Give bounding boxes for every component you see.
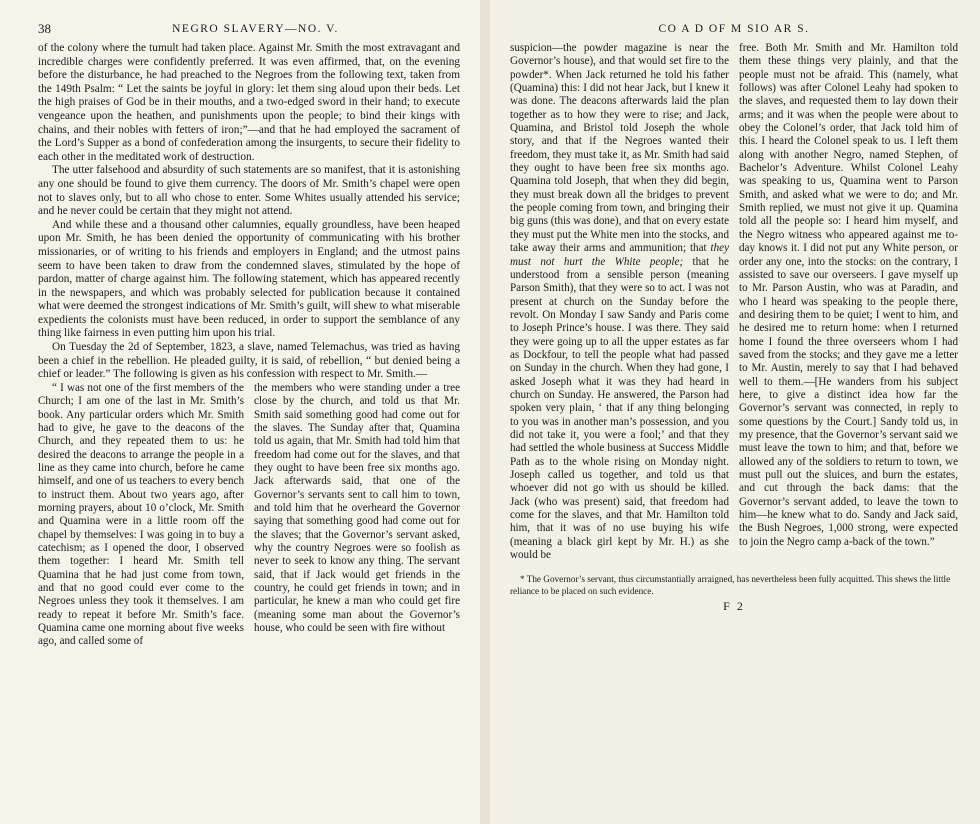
confession-column-b: the members who were standing under a tree close by the church, and told us that Mr. Smith said something good had come out for the slaves. The Sunday after that, Quamina told us again, that Mr. Smith had told him that freedom had come out for the slaves, and that they ought to have been free six months ago. Jack afterwards said, that one of the Governor’s servants sent to call him to town, and told him that he overheard the Governor saying that something good had come out for the slaves; that the Governor’s servant asked, why the country Negroes were so foolish as never to seek to know any thing. The servant said, that if Jack would get friends in the country, he could get friends in town; and in particular, he knew a man who could get fire (meaning some man about the Governor’s house, who could be seen with fire without bbox=[254, 381, 460, 635]
book-gutter bbox=[480, 0, 490, 824]
paragraph: The utter falsehood and absurdity of such statements are so manifest, that it is astonishing any one should be found to give them currency. The doors of Mr. Smith’s chapel were open not to slaves only, but to all who chose to enter. Some Whites usually attended his service; and he never could be certain that they might not attend. bbox=[38, 164, 460, 218]
confession-columns-right bbox=[510, 42, 958, 562]
paragraph: of the colony where the tumult had taken place. Against Mr. Smith the most extravagant and incredible charges were confidently preferred. It was even affirmed, that, on the evening before the disturbance, he had preached to the Negroes from the following text, taken from the 149th Psalm: “ Let the saints be joyful in glory: let them sing aloud upon their beds. Let the high praises of God be in their mouths, and a two-edged sword in their hand; to execute vengeance upon the heathen, and punishments upon the people; to bind their kings with chains, and their nobles with fetters of iron;”—and that he had employed the sacrament of the Lord’s Supper as a bond of confederation among the insurgents, to secure their fidelity to each other in the meditated work of destruction. bbox=[38, 42, 460, 163]
right-page bbox=[490, 0, 980, 824]
column-c-text: suspicion—the powder magazine is near the Governor’s house), and that would set fire to the powder*. When Jack returned he told his father (Quamina) this: I did not hear Jack, but I knew it was done. The deacons afterwards laid the plan together as to how they were to rise; and Jack, Quamina, and Bristol told Joseph the whole story, and that if the Negroes wanted their freedom, they must take it, as Mr. Smith had said they ought to have been free six months ago. Quamina told Joseph, that when they did begin, they must break down all the bridges to prevent the people coming from town, and bringing their big guns (this was done), and that on every estate they must put the White men into the stocks, and take away their arms and ammunition; that bbox=[510, 42, 729, 255]
confession-column-a: “ I was not one of the first members of the Church; I am one of the last in Mr. Smith’s book. Any particular orders which Mr. Smith had to give, he gave to the deacons of the Church, and they repeated them to us: he desired the deacons to arrange the people in a line as they came into church, before he came himself, and one of us teachers to every bench to instruct them. About two years ago, after morning prayers, about 10 o’clock, Mr. Smith and Quamina were in a little room off the chapel by themselves: I was going in to buy a catechism; as I opened the door, I observed them together: I heard Mr. Smith tell Quamina that he had just come from town, and that no good could ever come to the Negroes unless they took it themselves. I am ready to repeat it before Mr. Smith’s face. Quamina came one morning about five weeks ago, and called some of bbox=[38, 381, 244, 648]
page-number: 38 bbox=[38, 21, 51, 36]
paragraph: And while these and a thousand other calumnies, equally groundless, have been heaped upon Mr. Smith, he has been denied the opportunity of communicating with his brother missionaries, or of writing to his friends and employers in England; and the utmost pains seem to have been taken to draw from the condemned slaves, stimulated by the hope of pardon, matter of charge against him. The following statement, which has appeared recently in the newspapers, and which was probably selected for publication because it contained what were deemed the strongest indications of Mr. Smith’s guilt, will shew to what miserable expedients the colonists must have been reduced, in order to support the semblance of any thing like fairness in even putting him upon his trial. bbox=[38, 218, 460, 340]
column-c-text-cont: that he understood from a sensible person (meaning Parson Smith), that they were so to act. I was not present at church on the Sunday before the revolt. On Monday I saw Sandy and Paris come to Joseph Prince’s house. I was there. They said they were going up to all the upper estates as far as Dockfour, to tell the people what had passed on Sunday in the church. When they had gone, I asked Joseph what it was they had heard in church on Sunday. He answered, the Parson had spoken very plain, ‘ that if any thing belonging to you was in another man’s possession, and you did not take it, you were a fool;’ and that they had settled the whole business at Success Middle Path as to the whole rising on Monday night. Joseph called us together, and told us that whoever did not go with us should be killed. Jack (who was present) said, that freedom had come for the slaves, and that Mr. Hamilton told him, that it was of no use buying his wife (meaning a black girl kept by Mr. H.) as she would be bbox=[510, 255, 729, 562]
left-page bbox=[0, 0, 480, 824]
signature-mark: F 2 bbox=[723, 599, 745, 614]
right-running-head bbox=[510, 22, 958, 36]
italic-phrase: they must not hurt the White people; bbox=[510, 242, 729, 268]
footnote: * The Governor’s servant, thus circumstantially arraigned, has nevertheless been fully acquitted. This shews the little reliance to be placed on such evidence. bbox=[510, 574, 951, 596]
intro-text bbox=[38, 42, 460, 382]
left-running-head bbox=[38, 22, 460, 36]
running-head-title: NEGRO SLAVERY—NO. V. bbox=[172, 23, 339, 35]
running-head-title: CO A D OF M SIO AR S. bbox=[658, 23, 810, 35]
confession-column-c bbox=[510, 42, 729, 562]
confession-column-d: free. Both Mr. Smith and Mr. Hamilton told them these things very plainly, and that the people must not be afraid. This (namely, what follows) was after Colonel Leahy had spoken to the slaves, and requested them to lay down their arms; and it was when the people were about to obey the Colonel’s order, that Jack told him of this. I heard the Colonel speak to us. I left them along with another Negro, named Stephen, of Bachelor’s Adventure. Whilst Colonel Leahy was speaking to us, Quamina went to Parson Smith, and asked what we were to do; and Mr. Smith replied, we must not give it up. Quamina told all the people so: I heard him myself, and the Negro witness who appeared against me to-day knows it. I did not put any White person, or order any one, into the stocks: on the contrary, I assisted to save our overseers. I gave myself up to Mr. Parson Austin, who was at Paradin, and who I heard was speaking to the people there, and desiring them to be quiet; I went to him, and he desired me to return home: when I returned home I found the three overseers whom I had saved from the stocks; and they gave me a letter to Mr. Austin, merely to say that I had behaved well to them.—[He wanders from his subject here, to give a distinct idea how far the Governor’s servant was connected, in reply to some questions by the Court.] Sandy told us, in my presence, that the Governor’s servant said we must leave the town to him; and that, before we allowed any of the soldiers to return to town, we must pull out the sluices, and burn the estates, and cut through the back dams: that the Governor’s servant added, to leave the town to him—he knew what to do. Sandy and Jack said, the Bush Negroes, 1,000 strong, were expected to join the Negro camp a-back of the town.” bbox=[739, 42, 958, 548]
confession-columns-left bbox=[38, 382, 460, 649]
paragraph: On Tuesday the 2d of September, 1823, a slave, named Telemachus, was tried as having been a chief in the rebellion. He pleaded guilty, it is said, of rebellion, “ but denied being a chief or leader.” The following is given as his confession with respect to Mr. Smith.— bbox=[38, 341, 460, 381]
